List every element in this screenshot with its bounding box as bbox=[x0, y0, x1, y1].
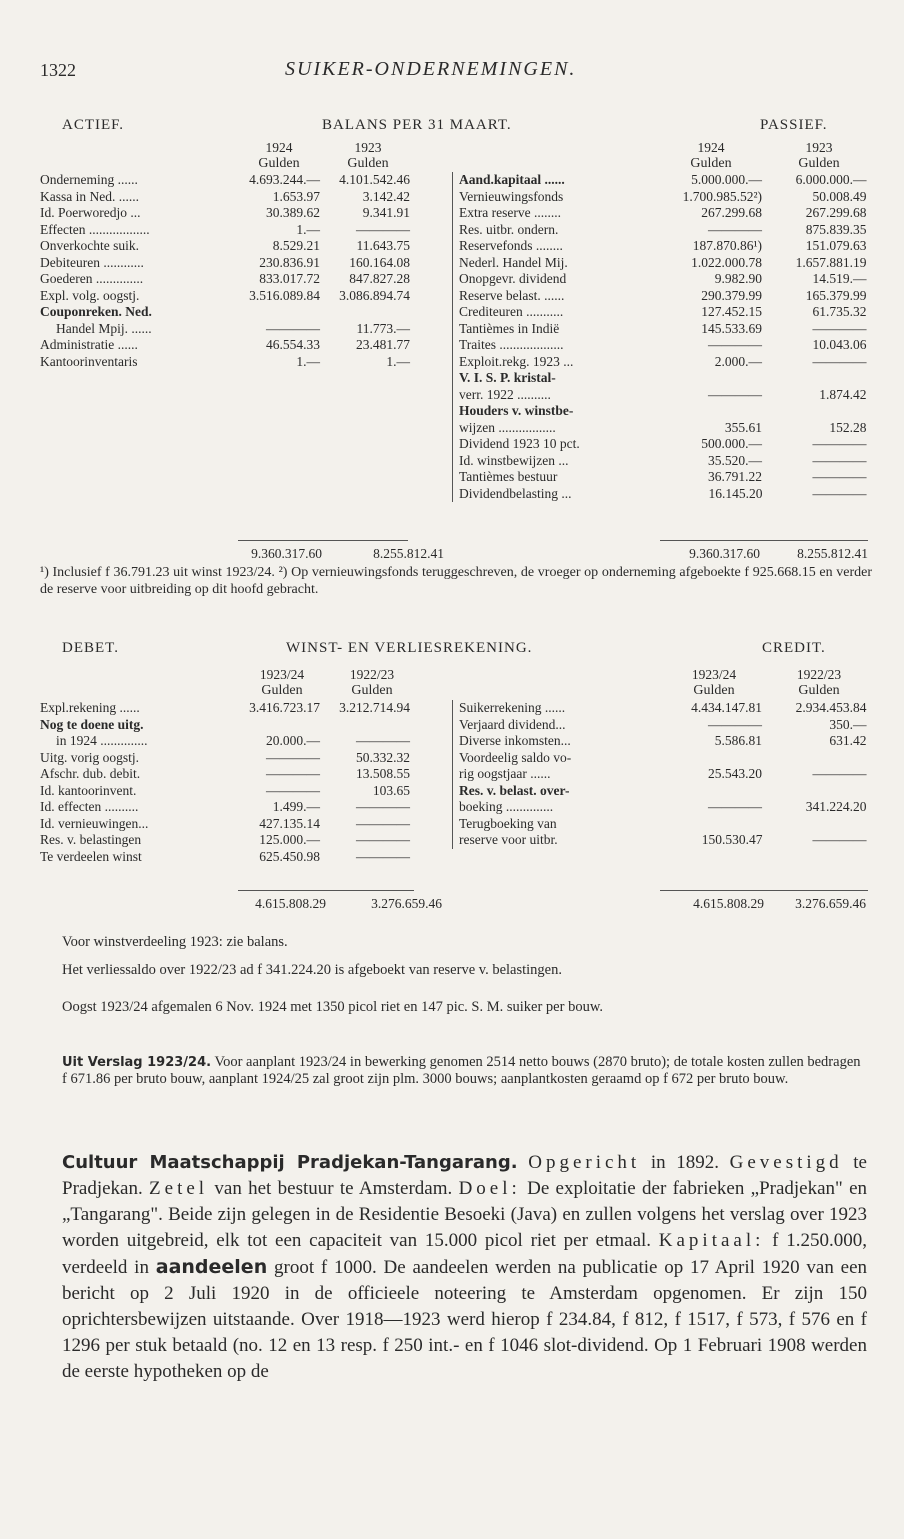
actief-value-2: 9.341.91 bbox=[362, 205, 410, 220]
company-name: Cultuur Maatschappij Pradjekan-Tangarang. bbox=[62, 1152, 518, 1173]
passief-value-1: 36.791.22 bbox=[708, 469, 762, 484]
debet-label: in 1924 .............. bbox=[56, 733, 148, 748]
credit-label: boeking .............. bbox=[453, 799, 663, 816]
passief-row bbox=[453, 403, 871, 420]
passief-label: Crediteuren ........... bbox=[453, 304, 663, 321]
actief-value-2: ———— bbox=[356, 221, 410, 237]
passief-label: wijzen ................. bbox=[453, 420, 663, 437]
passief-value-2: 267.299.68 bbox=[805, 205, 867, 220]
pl-total-left-1: 4.615.808.29 bbox=[255, 896, 326, 911]
passief-label: Reservefonds ........ bbox=[453, 238, 663, 255]
credit-row bbox=[453, 766, 871, 783]
pl-total-rule-right bbox=[660, 890, 868, 891]
actief-label: Onverkochte suik. bbox=[40, 238, 139, 253]
balance-year-left-1: 1924 bbox=[265, 140, 293, 155]
passief-value-2: 1.657.881.19 bbox=[795, 254, 867, 270]
passief-value-1: ———— bbox=[708, 337, 762, 352]
credit-value-1 bbox=[663, 750, 767, 767]
debet-label: Id. vernieuwingen... bbox=[40, 815, 149, 831]
passief-label: V. I. S. P. kristal- bbox=[453, 370, 663, 387]
passief-value-1: 500.000.— bbox=[701, 436, 762, 451]
page-number: 1322 bbox=[40, 60, 76, 80]
balance-total-right-1923: 8.255.812.41 bbox=[797, 546, 868, 561]
actief-label: Effecten .................. bbox=[40, 221, 150, 237]
actief-label: Debiteuren ............ bbox=[40, 254, 144, 270]
debet-value-2: 3.212.714.94 bbox=[339, 700, 410, 715]
passief-value-1: 145.533.69 bbox=[701, 320, 762, 336]
credit-row bbox=[453, 733, 871, 750]
passief-row bbox=[453, 304, 871, 321]
debet-value-2: ———— bbox=[356, 815, 410, 831]
actief-row bbox=[40, 288, 414, 305]
debet-value-2: ———— bbox=[356, 832, 410, 847]
actief-label: Kassa in Ned. ...... bbox=[40, 188, 139, 204]
balance-unit-right-1: Gulden bbox=[690, 156, 732, 171]
debet-value-1: 125.000.— bbox=[259, 832, 320, 847]
actief-value-1: 3.516.089.84 bbox=[249, 287, 320, 303]
pl-year-right-1: 1923/24 bbox=[691, 667, 737, 682]
debet-value-1: 1.499.— bbox=[272, 799, 320, 814]
actief-row bbox=[40, 205, 414, 222]
passief-row bbox=[453, 288, 871, 305]
debet-value-2: ———— bbox=[356, 848, 410, 864]
passief-value-2: 165.379.99 bbox=[805, 287, 867, 303]
pl-debet-table bbox=[40, 700, 414, 865]
passief-value-1: 187.870.86¹) bbox=[692, 238, 762, 253]
passief-value-2: 61.735.32 bbox=[812, 304, 867, 319]
actief-value-2: 3.142.42 bbox=[362, 188, 410, 204]
kapitaal-label: Kapitaal: bbox=[658, 1230, 765, 1251]
actief-row bbox=[40, 304, 414, 321]
pl-total-left-2: 3.276.659.46 bbox=[371, 896, 442, 911]
balance-year-left-2: 1923 bbox=[354, 140, 382, 155]
actief-value-2: 23.481.77 bbox=[356, 337, 410, 352]
opgericht-label: Opgericht bbox=[528, 1152, 641, 1173]
passief-value-2: 1.874.42 bbox=[819, 386, 867, 402]
debet-value-1: ———— bbox=[266, 749, 320, 765]
actief-row bbox=[40, 271, 414, 288]
debet-label: DEBET. bbox=[62, 640, 119, 656]
debet-label: Id. effecten .......... bbox=[40, 799, 139, 814]
passief-value-2: 151.079.63 bbox=[805, 238, 867, 253]
passief-value-1: 267.299.68 bbox=[701, 205, 762, 220]
credit-row bbox=[453, 816, 871, 833]
actief-label: Kantoorinventaris bbox=[40, 353, 138, 369]
credit-label: Res. v. belast. over- bbox=[453, 783, 663, 800]
balance-footnotes: ¹) Inclusief f 36.791.23 uit winst 1923/24. ²) Op vernieuwingsfonds teruggeschreven, de vroeger op onderneming afgeboekte f 925.668.15 en verder de reserve voor uitbreiding op dit hoofd gebracht. bbox=[40, 565, 872, 597]
debet-label: Nog te doene uitg. bbox=[40, 716, 144, 732]
passief-row bbox=[453, 172, 871, 189]
balance-total-rule-right bbox=[660, 540, 868, 541]
pl-credit-table bbox=[452, 700, 871, 849]
company-description bbox=[62, 1150, 867, 1385]
credit-value-1: ———— bbox=[708, 799, 762, 814]
actief-value-1: ———— bbox=[266, 320, 320, 336]
passief-label: PASSIEF. bbox=[760, 117, 828, 133]
passief-row bbox=[453, 354, 871, 371]
actief-row bbox=[40, 238, 414, 255]
actief-row bbox=[40, 222, 414, 239]
actief-value-1: 1.— bbox=[296, 353, 320, 369]
credit-value-2: 631.42 bbox=[829, 733, 867, 748]
actief-label: Expl. volg. oogstj. bbox=[40, 287, 140, 303]
passief-row bbox=[453, 255, 871, 272]
passief-value-2: ———— bbox=[812, 469, 867, 484]
actief-row bbox=[40, 255, 414, 272]
passief-label: Tantièmes bestuur bbox=[453, 469, 663, 486]
debet-label: Res. v. belastingen bbox=[40, 832, 142, 847]
passief-label: Id. winstbewijzen ... bbox=[453, 453, 663, 470]
pl-unit-right-2: Gulden bbox=[798, 683, 840, 698]
credit-row bbox=[453, 750, 871, 767]
credit-label: Verjaard dividend... bbox=[453, 717, 663, 734]
actief-row bbox=[40, 337, 414, 354]
credit-value-1: 150.530.47 bbox=[701, 832, 763, 847]
pl-unit-left-2: Gulden bbox=[351, 683, 393, 698]
passief-row bbox=[453, 469, 871, 486]
actief-label: Handel Mpij. ...... bbox=[56, 320, 152, 336]
actief-value-1: 833.017.72 bbox=[259, 271, 320, 286]
actief-value-2 bbox=[324, 304, 414, 321]
gevestigd-label: Gevestigd bbox=[729, 1152, 843, 1173]
balance-total-left-1924: 9.360.317.60 bbox=[251, 546, 322, 561]
credit-value-2 bbox=[767, 783, 871, 800]
debet-row bbox=[40, 700, 414, 717]
gevestigd-text: te Pradjekan. bbox=[62, 1152, 867, 1199]
doel-text: De exploitatie der fabrieken „Pradjekan" en „Tangarang". Beide zijn gelegen in de Residentie Besoeki (Java) en zullen volgens het verslag over 1923 worden uitgebreid, elk tot een capaciteit van 15.000 picol riet per etmaal. bbox=[62, 1178, 868, 1251]
pl-unit-right-1: Gulden bbox=[693, 683, 735, 698]
passief-value-1: 35.520.— bbox=[708, 452, 762, 468]
actief-value-2: 1.— bbox=[386, 353, 410, 369]
passief-row bbox=[453, 271, 871, 288]
credit-value-1: 25.543.20 bbox=[708, 766, 762, 781]
passief-label: Onopgevr. dividend bbox=[453, 271, 663, 288]
debet-value-2: ———— bbox=[356, 733, 410, 748]
actief-row bbox=[40, 354, 414, 371]
verslag-body: Voor aanplant 1923/24 in bewerking genomen 2514 netto bouws (2870 bruto); de totale kosten zullen bedragen f 671.86 per bruto bouw, aanplant 1924/25 zal groot zijn plm. 3000 bouws; aanplantkosten geraamd op f 672 per bruto bouw. bbox=[62, 1054, 861, 1087]
balance-passief-table bbox=[452, 172, 871, 502]
actief-row bbox=[40, 189, 414, 206]
debet-row bbox=[40, 766, 414, 783]
actief-value-2: 3.086.894.74 bbox=[339, 287, 410, 303]
debet-label: Expl.rekening ...... bbox=[40, 700, 140, 715]
actief-label: Couponreken. Ned. bbox=[40, 304, 152, 319]
passief-value-1: 290.379.99 bbox=[701, 287, 762, 303]
passief-value-1: ———— bbox=[708, 386, 762, 402]
credit-value-2 bbox=[767, 816, 871, 833]
doel-label: Doel: bbox=[458, 1178, 521, 1199]
passief-value-1: 16.145.20 bbox=[708, 485, 763, 501]
passief-value-1: 355.61 bbox=[724, 419, 762, 435]
passief-value-2: 6.000.000.— bbox=[795, 172, 867, 187]
debet-value-1: 427.135.14 bbox=[259, 815, 320, 831]
passief-row bbox=[453, 486, 871, 503]
credit-row bbox=[453, 799, 871, 816]
pl-title: WINST- EN VERLIESREKENING. bbox=[286, 640, 533, 656]
debet-value-2: ———— bbox=[356, 799, 410, 814]
balance-unit-left-2: Gulden bbox=[347, 156, 389, 171]
passief-row bbox=[453, 453, 871, 470]
debet-value-1: 3.416.723.17 bbox=[249, 700, 320, 715]
kapitaal-text-a: f 1.250.000, verdeeld in bbox=[62, 1230, 867, 1278]
passief-value-2 bbox=[767, 403, 871, 420]
balance-unit-left-1: Gulden bbox=[258, 156, 300, 171]
credit-value-1: 4.434.147.81 bbox=[691, 700, 762, 715]
passief-row bbox=[453, 370, 871, 387]
credit-label: CREDIT. bbox=[762, 640, 826, 656]
debet-row bbox=[40, 832, 414, 849]
passief-value-1: 127.452.15 bbox=[701, 304, 762, 319]
actief-value-1: 1.653.97 bbox=[272, 188, 320, 204]
balance-title: BALANS PER 31 MAART. bbox=[322, 117, 512, 133]
pl-year-right-2: 1922/23 bbox=[796, 667, 842, 682]
debet-value-1: 20.000.— bbox=[266, 733, 320, 748]
passief-label: Aand.kapitaal ...... bbox=[453, 172, 663, 189]
note-verliessaldo: Het verliessaldo over 1922/23 ad f 341.224.20 is afgeboekt van reserve v. belastingen. bbox=[62, 962, 562, 978]
passief-row bbox=[453, 222, 871, 239]
credit-label: Diverse inkomsten... bbox=[453, 733, 663, 750]
credit-value-2: ———— bbox=[812, 832, 867, 847]
credit-label: reserve voor uitbr. bbox=[453, 832, 663, 849]
credit-row bbox=[453, 783, 871, 800]
debet-value-2: 13.508.55 bbox=[356, 766, 410, 781]
opgericht-text: in 1892. bbox=[650, 1152, 719, 1173]
credit-value-2: 350.— bbox=[829, 716, 867, 732]
balance-year-right-1: 1924 bbox=[697, 140, 725, 155]
actief-value-2: 160.164.08 bbox=[349, 254, 410, 270]
debet-value-1: ———— bbox=[266, 766, 320, 781]
debet-value-2: 103.65 bbox=[372, 782, 410, 798]
credit-value-2: 2.934.453.84 bbox=[795, 700, 867, 715]
passief-label: Vernieuwingsfonds bbox=[453, 189, 663, 206]
passief-value-2 bbox=[767, 370, 871, 387]
passief-row bbox=[453, 436, 871, 453]
passief-value-1: 9.982.90 bbox=[714, 271, 762, 286]
credit-label: Voordeelig saldo vo- bbox=[453, 750, 663, 767]
passief-value-1: 5.000.000.— bbox=[691, 172, 762, 187]
actief-row bbox=[40, 172, 414, 189]
actief-value-2: 847.827.28 bbox=[349, 271, 410, 286]
debet-label: Id. kantoorinvent. bbox=[40, 782, 137, 798]
passief-row bbox=[453, 238, 871, 255]
actief-label: Administratie ...... bbox=[40, 337, 138, 352]
credit-row bbox=[453, 832, 871, 849]
debet-row bbox=[40, 783, 414, 800]
debet-label: Afschr. dub. debit. bbox=[40, 766, 141, 781]
passief-value-2: ———— bbox=[812, 320, 867, 336]
credit-label: Terugboeking van bbox=[453, 816, 663, 833]
pl-total-right-2: 3.276.659.46 bbox=[795, 896, 866, 911]
credit-label: Suikerrekening ...... bbox=[453, 700, 663, 717]
credit-value-2 bbox=[767, 750, 871, 767]
debet-row bbox=[40, 733, 414, 750]
debet-value-1: 625.450.98 bbox=[259, 848, 320, 864]
passief-label: Extra reserve ........ bbox=[453, 205, 663, 222]
credit-value-1 bbox=[663, 816, 767, 833]
debet-row bbox=[40, 849, 414, 866]
note-verslag bbox=[62, 1054, 867, 1087]
balance-unit-right-2: Gulden bbox=[798, 156, 840, 171]
actief-label: Id. Poerworedjo ... bbox=[40, 205, 141, 220]
debet-value-2: 50.332.32 bbox=[356, 749, 410, 765]
credit-value-1: 5.586.81 bbox=[714, 733, 762, 748]
passief-row bbox=[453, 387, 871, 404]
passief-label: Res. uitbr. ondern. bbox=[453, 222, 663, 239]
credit-row bbox=[453, 717, 871, 734]
actief-value-1: 30.389.62 bbox=[266, 205, 320, 220]
passief-value-2: ———— bbox=[812, 485, 867, 501]
credit-label: rig oogstjaar ...... bbox=[453, 766, 663, 783]
passief-label: Tantièmes in Indië bbox=[453, 321, 663, 338]
balance-total-right-1924: 9.360.317.60 bbox=[689, 546, 760, 561]
passief-row bbox=[453, 337, 871, 354]
passief-row bbox=[453, 205, 871, 222]
zetel-label: Zetel bbox=[149, 1178, 209, 1199]
actief-label: Goederen .............. bbox=[40, 271, 144, 286]
passief-label: verr. 1922 .......... bbox=[453, 387, 663, 404]
balance-year-right-2: 1923 bbox=[805, 140, 833, 155]
passief-value-1: ———— bbox=[708, 221, 762, 237]
actief-value-1: 46.554.33 bbox=[266, 337, 320, 352]
debet-value-1: ———— bbox=[266, 782, 320, 798]
passief-value-2: ———— bbox=[812, 452, 867, 468]
credit-value-2: 341.224.20 bbox=[805, 799, 867, 814]
passief-value-1: 1.700.985.52²) bbox=[682, 188, 762, 204]
passief-label: Reserve belast. ...... bbox=[453, 288, 663, 305]
passief-label: Exploit.rekg. 1923 ... bbox=[453, 354, 663, 371]
passief-label: Traites ................... bbox=[453, 337, 663, 354]
passief-value-1: 2.000.— bbox=[714, 353, 762, 369]
pl-total-rule-left bbox=[238, 890, 414, 891]
passief-value-1 bbox=[663, 370, 767, 387]
passief-label: Dividendbelasting ... bbox=[453, 486, 663, 503]
passief-label: Houders v. winstbe- bbox=[453, 403, 663, 420]
kapitaal-text-b: groot f 1000. De aandeelen werden na publicatie op 17 April 1920 van een bericht op 2 Juli 1920 in de officieele noteering te Amsterdam opgenomen. Er zijn 150 oprichtersbewijzen uitstaande. Over 1918—1923 werd hierop f 234.84, f 812, f 1517, f 573, f 576 en f 1296 per stuk betaald (no. 12 en 13 resp. f 250 int.- en f 1046 slot-dividend. Op 1 Februari 1908 werden de eerste hypotheken op de bbox=[62, 1257, 868, 1382]
debet-label: Te verdeelen winst bbox=[40, 848, 142, 864]
actief-label: ACTIEF. bbox=[62, 117, 125, 133]
pl-unit-left-1: Gulden bbox=[261, 683, 303, 698]
actief-value-1: 8.529.21 bbox=[272, 238, 320, 253]
credit-row bbox=[453, 700, 871, 717]
debet-row bbox=[40, 750, 414, 767]
actief-label: Onderneming ...... bbox=[40, 172, 138, 187]
balance-total-rule-left bbox=[238, 540, 408, 541]
passief-value-2: ———— bbox=[812, 436, 867, 451]
actief-value-1: 4.693.244.— bbox=[249, 172, 320, 187]
note-winstverdeeling: Voor winstverdeeling 1923: zie balans. bbox=[62, 934, 288, 950]
passief-value-2: ———— bbox=[812, 353, 867, 369]
passief-row bbox=[453, 420, 871, 437]
aandeelen-label: aandeelen bbox=[155, 1256, 268, 1278]
passief-label: Dividend 1923 10 pct. bbox=[453, 436, 663, 453]
passief-value-1: 1.022.000.78 bbox=[691, 254, 762, 270]
balance-actief-table bbox=[40, 172, 414, 370]
actief-value-2: 4.101.542.46 bbox=[339, 172, 410, 187]
actief-row bbox=[40, 321, 414, 338]
debet-value-1 bbox=[236, 717, 324, 734]
actief-value-2: 11.773.— bbox=[356, 320, 410, 336]
pl-total-right-1: 4.615.808.29 bbox=[693, 896, 764, 911]
actief-value-1 bbox=[236, 304, 324, 321]
actief-value-1: 1.— bbox=[296, 221, 320, 237]
zetel-text: van het bestuur te Amsterdam. bbox=[214, 1178, 453, 1199]
note-oogst: Oogst 1923/24 afgemalen 6 Nov. 1924 met 1350 picol riet en 147 pic. S. M. suiker per bouw. bbox=[62, 999, 603, 1015]
passief-value-1 bbox=[663, 403, 767, 420]
pl-year-left-1: 1923/24 bbox=[259, 667, 305, 682]
actief-value-2: 11.643.75 bbox=[356, 238, 410, 253]
balance-total-left-1923: 8.255.812.41 bbox=[373, 546, 444, 561]
pl-year-left-2: 1922/23 bbox=[349, 667, 395, 682]
credit-value-1: ———— bbox=[708, 716, 762, 732]
passief-value-2: 152.28 bbox=[829, 419, 867, 435]
debet-row bbox=[40, 717, 414, 734]
credit-value-1 bbox=[663, 783, 767, 800]
passief-label: Nederl. Handel Mij. bbox=[453, 255, 663, 272]
passief-value-2: 50.008.49 bbox=[812, 188, 867, 204]
passief-row bbox=[453, 321, 871, 338]
verslag-lead: Uit Verslag 1923/24. bbox=[62, 1055, 212, 1070]
running-title: SUIKER-ONDERNEMINGEN. bbox=[285, 58, 577, 80]
passief-value-2: 10.043.06 bbox=[812, 337, 867, 352]
debet-value-2 bbox=[324, 717, 414, 734]
credit-value-2: ———— bbox=[812, 766, 867, 781]
debet-row bbox=[40, 799, 414, 816]
passief-row bbox=[453, 189, 871, 206]
passief-value-2: 14.519.— bbox=[812, 271, 867, 286]
debet-row bbox=[40, 816, 414, 833]
actief-value-1: 230.836.91 bbox=[259, 254, 320, 270]
passief-value-2: 875.839.35 bbox=[805, 221, 867, 237]
debet-label: Uitg. vorig oogstj. bbox=[40, 749, 140, 765]
